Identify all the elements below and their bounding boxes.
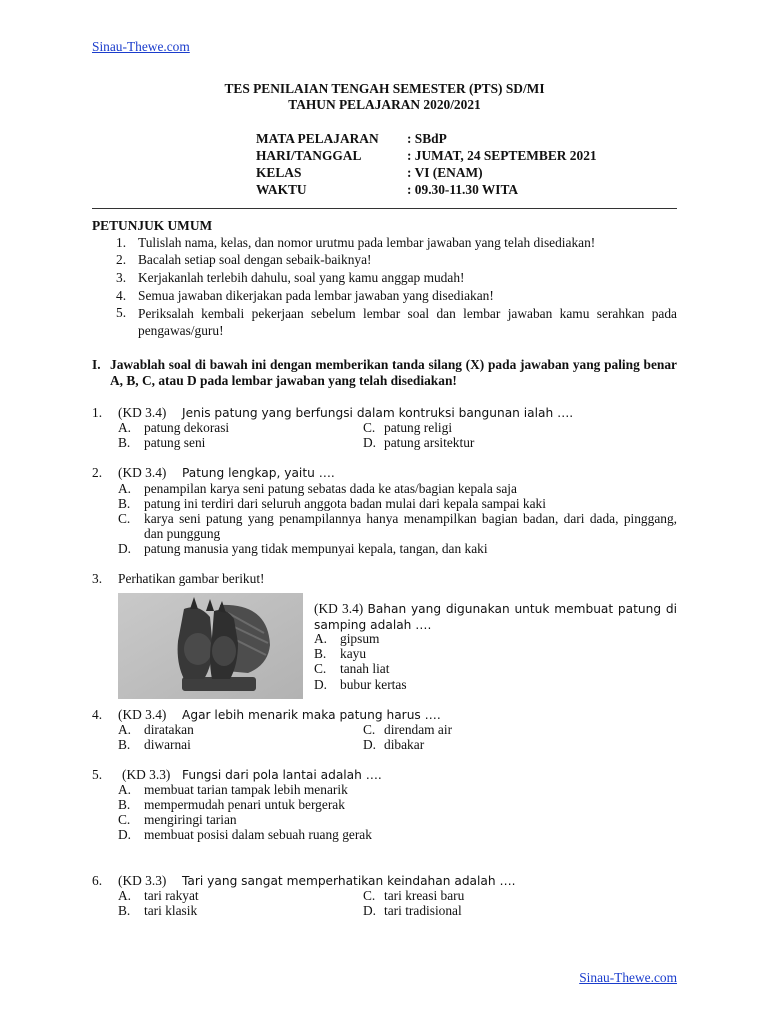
option-text: mengiringi tarian — [144, 812, 237, 827]
option-text: diratakan — [144, 722, 194, 737]
instruction-number: 1. — [116, 235, 127, 250]
option-letter: B. — [118, 435, 131, 450]
meta-value-subject: : SBdP — [407, 131, 447, 146]
instructions-title: PETUNJUK UMUM — [92, 218, 213, 233]
option-letter: A. — [118, 888, 132, 903]
instruction-number: 5. — [116, 305, 127, 320]
meta-value-date: : JUMAT, 24 SEPTEMBER 2021 — [407, 148, 597, 163]
option-text: patung dekorasi — [144, 420, 230, 435]
option-text: tari klasik — [144, 903, 198, 918]
question-kd: (KD 3.4) — [118, 405, 167, 420]
question-number: 3. — [92, 571, 103, 586]
option-letter: B. — [118, 903, 131, 918]
option-letter: D. — [118, 827, 132, 842]
section-number: I. — [92, 357, 101, 372]
meta-value-class: : VI (ENAM) — [407, 165, 483, 180]
option-letter: A. — [118, 420, 132, 435]
question-stem: Tari yang sangat memperhatikan keindahan adalah …. — [182, 874, 516, 888]
instruction-number: 4. — [116, 288, 127, 303]
option-letter: C. — [363, 420, 376, 435]
option-letter: D. — [118, 541, 132, 556]
option-text: dibakar — [384, 737, 425, 752]
question-kd: (KD 3.4) — [118, 465, 167, 480]
meta-label-subject: MATA PELAJARAN — [256, 131, 379, 146]
option-letter: D. — [363, 903, 377, 918]
option-letter: C. — [118, 812, 131, 827]
option-text: membuat posisi dalam sebuah ruang gerak — [144, 827, 372, 842]
option-letter: A. — [118, 782, 132, 797]
option-letter: C. — [314, 661, 327, 676]
option-text: diwarnai — [144, 737, 191, 752]
option-letter: B. — [118, 496, 131, 511]
option-letter: B. — [118, 797, 131, 812]
option-text: tari tradisional — [384, 903, 462, 918]
question-number: 1. — [92, 405, 103, 420]
footer-link[interactable]: Sinau-Thewe.com — [579, 970, 677, 985]
question-kd: (KD 3.4) — [314, 601, 364, 616]
instruction-text: Kerjakanlah terlebih dahulu, soal yang kamu anggap mudah! — [138, 270, 465, 285]
option-text: patung religi — [384, 420, 453, 435]
option-letter: D. — [363, 435, 377, 450]
option-letter: D. — [314, 677, 328, 692]
question-stem: Bahan yang digunakan untuk membuat patung di samping adalah …. — [314, 602, 677, 632]
option-text: bubur kertas — [340, 677, 407, 692]
divider — [92, 208, 677, 209]
option-letter: A. — [314, 631, 328, 646]
instruction-number: 3. — [116, 270, 127, 285]
instruction-text: Tulislah nama, kelas, dan nomor urutmu pada lembar jawaban yang telah disediakan! — [138, 235, 596, 250]
option-text: tanah liat — [340, 661, 390, 676]
meta-label-date: HARI/TANGGAL — [256, 148, 362, 163]
question-kd: (KD 3.4) — [118, 707, 167, 722]
question-stem: Fungsi dari pola lantai adalah …. — [182, 768, 382, 782]
meta-label-time: WAKTU — [256, 182, 307, 197]
question-kd: (KD 3.3) — [122, 767, 171, 782]
option-letter: C. — [118, 511, 131, 526]
exam-year: TAHUN PELAJARAN 2020/2021 — [288, 97, 481, 112]
question-number: 6. — [92, 873, 103, 888]
option-letter: C. — [363, 888, 376, 903]
option-letter: B. — [314, 646, 327, 661]
instruction-text: Bacalah setiap soal dengan sebaik-baiknya! — [138, 252, 372, 267]
header-link[interactable]: Sinau-Thewe.com — [92, 39, 190, 54]
exam-title: TES PENILAIAN TENGAH SEMESTER (PTS) SD/MI — [224, 81, 545, 96]
question-intro: Perhatikan gambar berikut! — [118, 571, 265, 586]
question-stem-block — [314, 601, 677, 633]
option-text: penampilan karya seni patung sebatas dada ke atas/bagian kepala saja — [144, 481, 517, 496]
option-text: membuat tarian tampak lebih menarik — [144, 782, 348, 797]
statue-image — [118, 593, 303, 699]
question-stem: Patung lengkap, yaitu …. — [182, 466, 335, 480]
question-stem: Agar lebih menarik maka patung harus …. — [182, 708, 441, 722]
option-text: tari rakyat — [144, 888, 199, 903]
question-number: 5. — [92, 767, 103, 782]
instruction-text: Periksalah kembali pekerjaan sebelum lembar soal dan lembar jawaban kamu serahkan pada pengawas/guru! — [138, 306, 677, 338]
option-text: patung ini terdiri dari seluruh anggota badan mulai dari kepala sampai kaki — [144, 496, 546, 511]
instruction-text: Semua jawaban dikerjakan pada lembar jawaban yang disediakan! — [138, 288, 494, 303]
option-text: gipsum — [340, 631, 380, 646]
option-letter: B. — [118, 737, 131, 752]
option-letter: D. — [363, 737, 377, 752]
meta-label-class: KELAS — [256, 165, 302, 180]
option-text: direndam air — [384, 722, 453, 737]
option-text: karya seni patung yang penampilannya hanya menampilkan bagian badan, dari dada, pinggang, dan punggung — [144, 511, 677, 541]
section-instruction: Jawablah soal di bawah ini dengan memberikan tanda silang (X) pada jawaban yang paling benar A, B, C, atau D pada lembar jawaban yang telah disediakan! — [110, 357, 677, 388]
question-kd: (KD 3.3) — [118, 873, 167, 888]
question-number: 4. — [92, 707, 103, 722]
meta-value-time: : 09.30-11.30 WITA — [407, 182, 519, 197]
option-text: mempermudah penari untuk bergerak — [144, 797, 345, 812]
question-stem: Jenis patung yang berfungsi dalam kontruksi bangunan ialah …. — [182, 406, 574, 420]
option-letter: A. — [118, 722, 132, 737]
option-text: patung seni — [144, 435, 206, 450]
option-text: patung arsitektur — [384, 435, 475, 450]
instruction-number: 2. — [116, 252, 127, 267]
option-text: tari kreasi baru — [384, 888, 465, 903]
question-number: 2. — [92, 465, 103, 480]
option-text: kayu — [340, 646, 367, 661]
option-letter: C. — [363, 722, 376, 737]
option-letter: A. — [118, 481, 132, 496]
option-text: patung manusia yang tidak mempunyai kepala, tangan, dan kaki — [144, 541, 488, 556]
